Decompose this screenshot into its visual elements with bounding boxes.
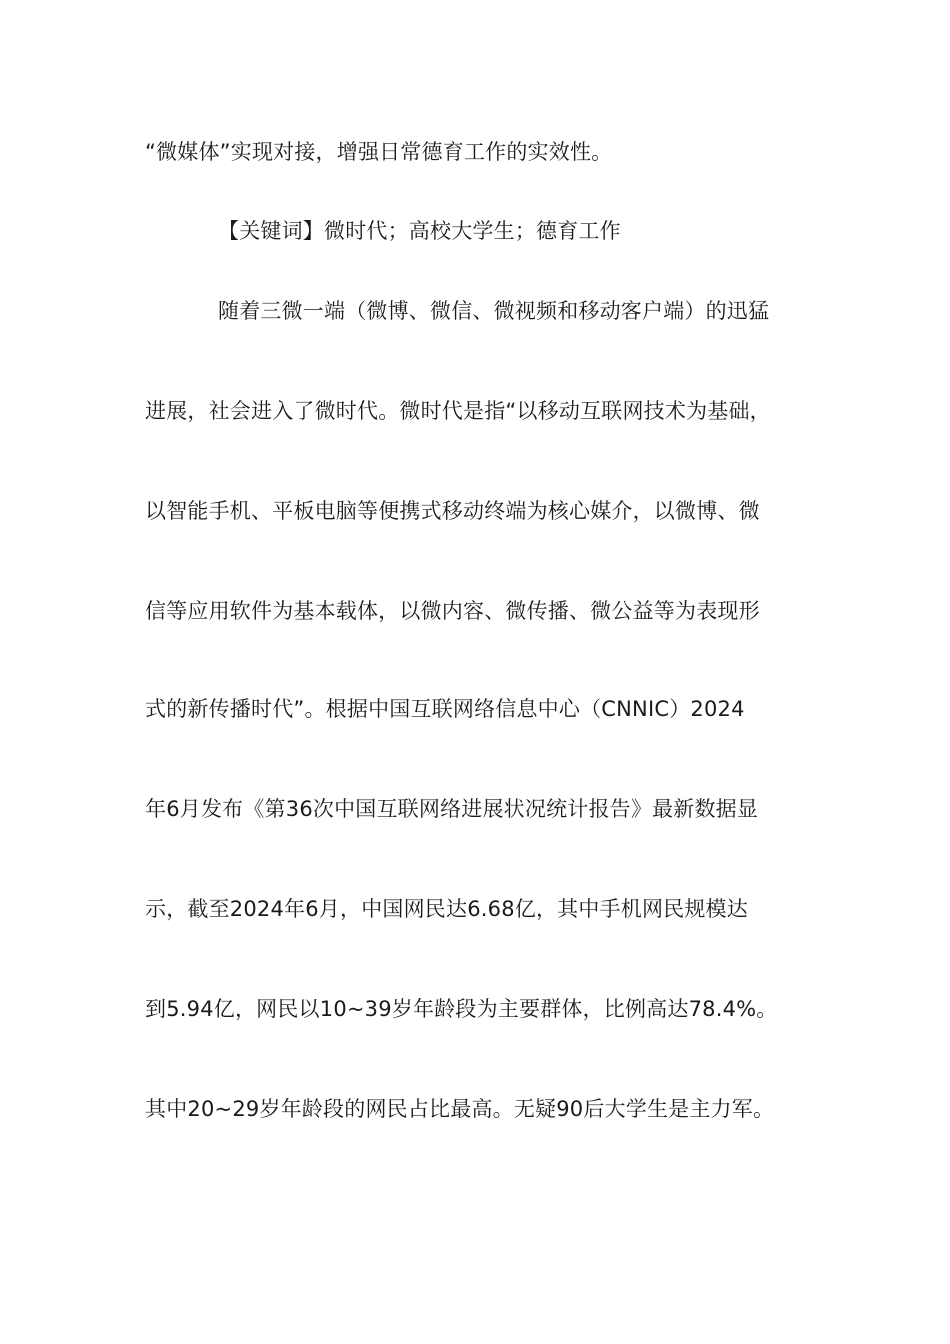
text-line-8: 年6月发布《第36次中国互联网络进展状况统计报告》最新数据显 [145,797,759,821]
paragraph-first-line: 随着三微一端（微博、微信、微视频和移动客户端）的迅猛 [218,299,770,323]
text-line-4: 进展，社会进入了微时代。微时代是指“以移动互联网技术为基础， [145,399,771,423]
text-line-1: “微媒体”实现对接，增强日常德育工作的实效性。 [145,140,613,164]
text-line-6: 信等应用软件为基本载体，以微内容、微传播、微公益等为表现形 [145,599,760,623]
text-line-7: 式的新传播时代”。根据中国互联网络信息中心（CNNIC）2024 [145,697,745,721]
keywords-line: 【关键词】微时代；高校大学生；德育工作 [218,219,621,243]
text-line-10: 到5.94亿，网民以10~39岁年龄段为主要群体，比例高达78.4%。 [145,997,778,1021]
text-line-5: 以智能手机、平板电脑等便携式移动终端为核心媒介，以微博、微 [145,499,760,523]
text-line-9: 示，截至2024年6月，中国网民达6.68亿，其中手机网民规模达 [145,897,748,921]
text-line-11: 其中20~29岁年龄段的网民占比最高。无疑90后大学生是主力军。 [145,1097,775,1121]
